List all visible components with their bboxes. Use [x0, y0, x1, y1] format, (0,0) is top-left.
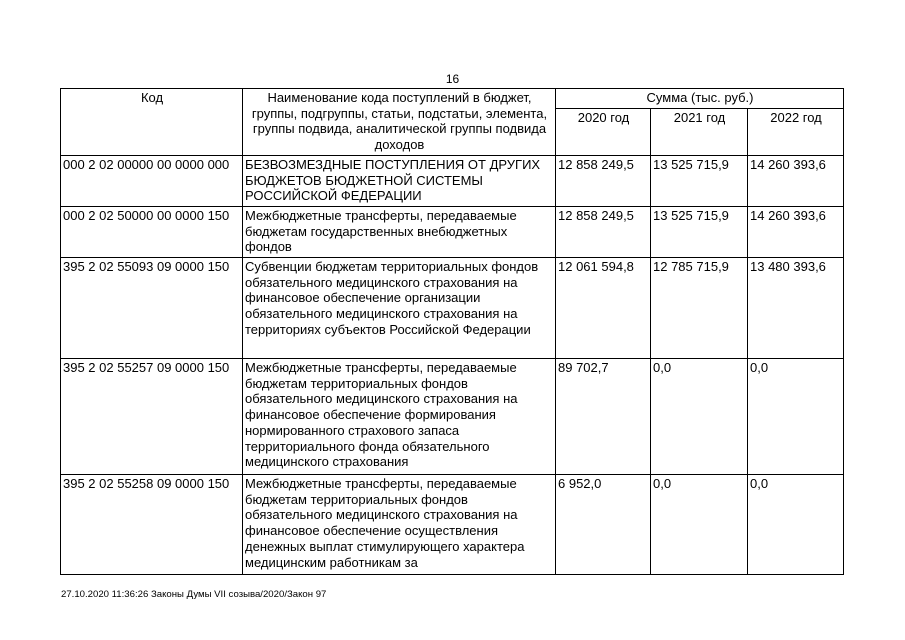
- row-amount-2022: 13 480 393,6: [748, 258, 844, 359]
- row-name: Межбюджетные трансферты, передаваемые бюджетам государственных внебюджетных фондов: [243, 207, 556, 258]
- row-amount-2021: 12 785 715,9: [651, 258, 748, 359]
- table-row: [61, 475, 844, 575]
- row-name: БЕЗВОЗМЕЗДНЫЕ ПОСТУПЛЕНИЯ ОТ ДРУГИХ БЮДЖЕТОВ БЮДЖЕТНОЙ СИСТЕМЫ РОССИЙСКОЙ ФЕДЕРАЦИИ: [243, 156, 556, 207]
- revenue-table: [60, 88, 844, 575]
- row-amount-2020: 12 858 249,5: [556, 156, 651, 207]
- row-code: 395 2 02 55258 09 0000 150: [61, 475, 243, 575]
- row-amount-2020: 6 952,0: [556, 475, 651, 575]
- row-amount-2021: 0,0: [651, 359, 748, 475]
- row-code: 000 2 02 50000 00 0000 150: [61, 207, 243, 258]
- row-code: 395 2 02 55093 09 0000 150: [61, 258, 243, 359]
- header-sum: Сумма (тыс. руб.): [556, 89, 844, 109]
- row-amount-2021: 13 525 715,9: [651, 207, 748, 258]
- row-amount-2021: 13 525 715,9: [651, 156, 748, 207]
- row-name: Межбюджетные трансферты, передаваемые бюджетам территориальных фондов обязательного медицинского страхования на финансовое обеспечение формирования нормированного страхового запаса территориального фонда обязательного медицинского страхования: [243, 359, 556, 475]
- row-amount-2021: 0,0: [651, 475, 748, 575]
- row-amount-2020: 12 061 594,8: [556, 258, 651, 359]
- row-code: 395 2 02 55257 09 0000 150: [61, 359, 243, 475]
- row-name: Субвенции бюджетам территориальных фондов обязательного медицинского страхования на финансовое обеспечение организации обязательного медицинского страхования на территориях субъектов Российской Федерации: [243, 258, 556, 359]
- table-row: [61, 359, 844, 475]
- table-header-row: [61, 89, 844, 109]
- row-amount-2020: 89 702,7: [556, 359, 651, 475]
- row-amount-2022: 0,0: [748, 359, 844, 475]
- header-name: Наименование кода поступлений в бюджет, группы, подгруппы, статьи, подстатьи, элемента, группы подвида, аналитической группы подвида доходов: [243, 89, 556, 156]
- row-code: 000 2 02 00000 00 0000 000: [61, 156, 243, 207]
- row-amount-2022: 14 260 393,6: [748, 207, 844, 258]
- row-amount-2022: 0,0: [748, 475, 844, 575]
- document-footer: 27.10.2020 11:36:26 Законы Думы VII созыва/2020/Закон 97: [61, 589, 327, 600]
- table-row: [61, 207, 844, 258]
- header-year-2020: 2020 год: [556, 109, 651, 156]
- header-year-2022: 2022 год: [748, 109, 844, 156]
- row-amount-2022: 14 260 393,6: [748, 156, 844, 207]
- table-row: [61, 258, 844, 359]
- row-amount-2020: 12 858 249,5: [556, 207, 651, 258]
- header-code: Код: [61, 89, 243, 156]
- page-number: 16: [445, 72, 460, 86]
- row-name: Межбюджетные трансферты, передаваемые бюджетам территориальных фондов обязательного медицинского страхования на финансовое обеспечение осуществления денежных выплат стимулирующего характера медицинским работникам за: [243, 475, 556, 575]
- table-row: [61, 156, 844, 207]
- header-year-2021: 2021 год: [651, 109, 748, 156]
